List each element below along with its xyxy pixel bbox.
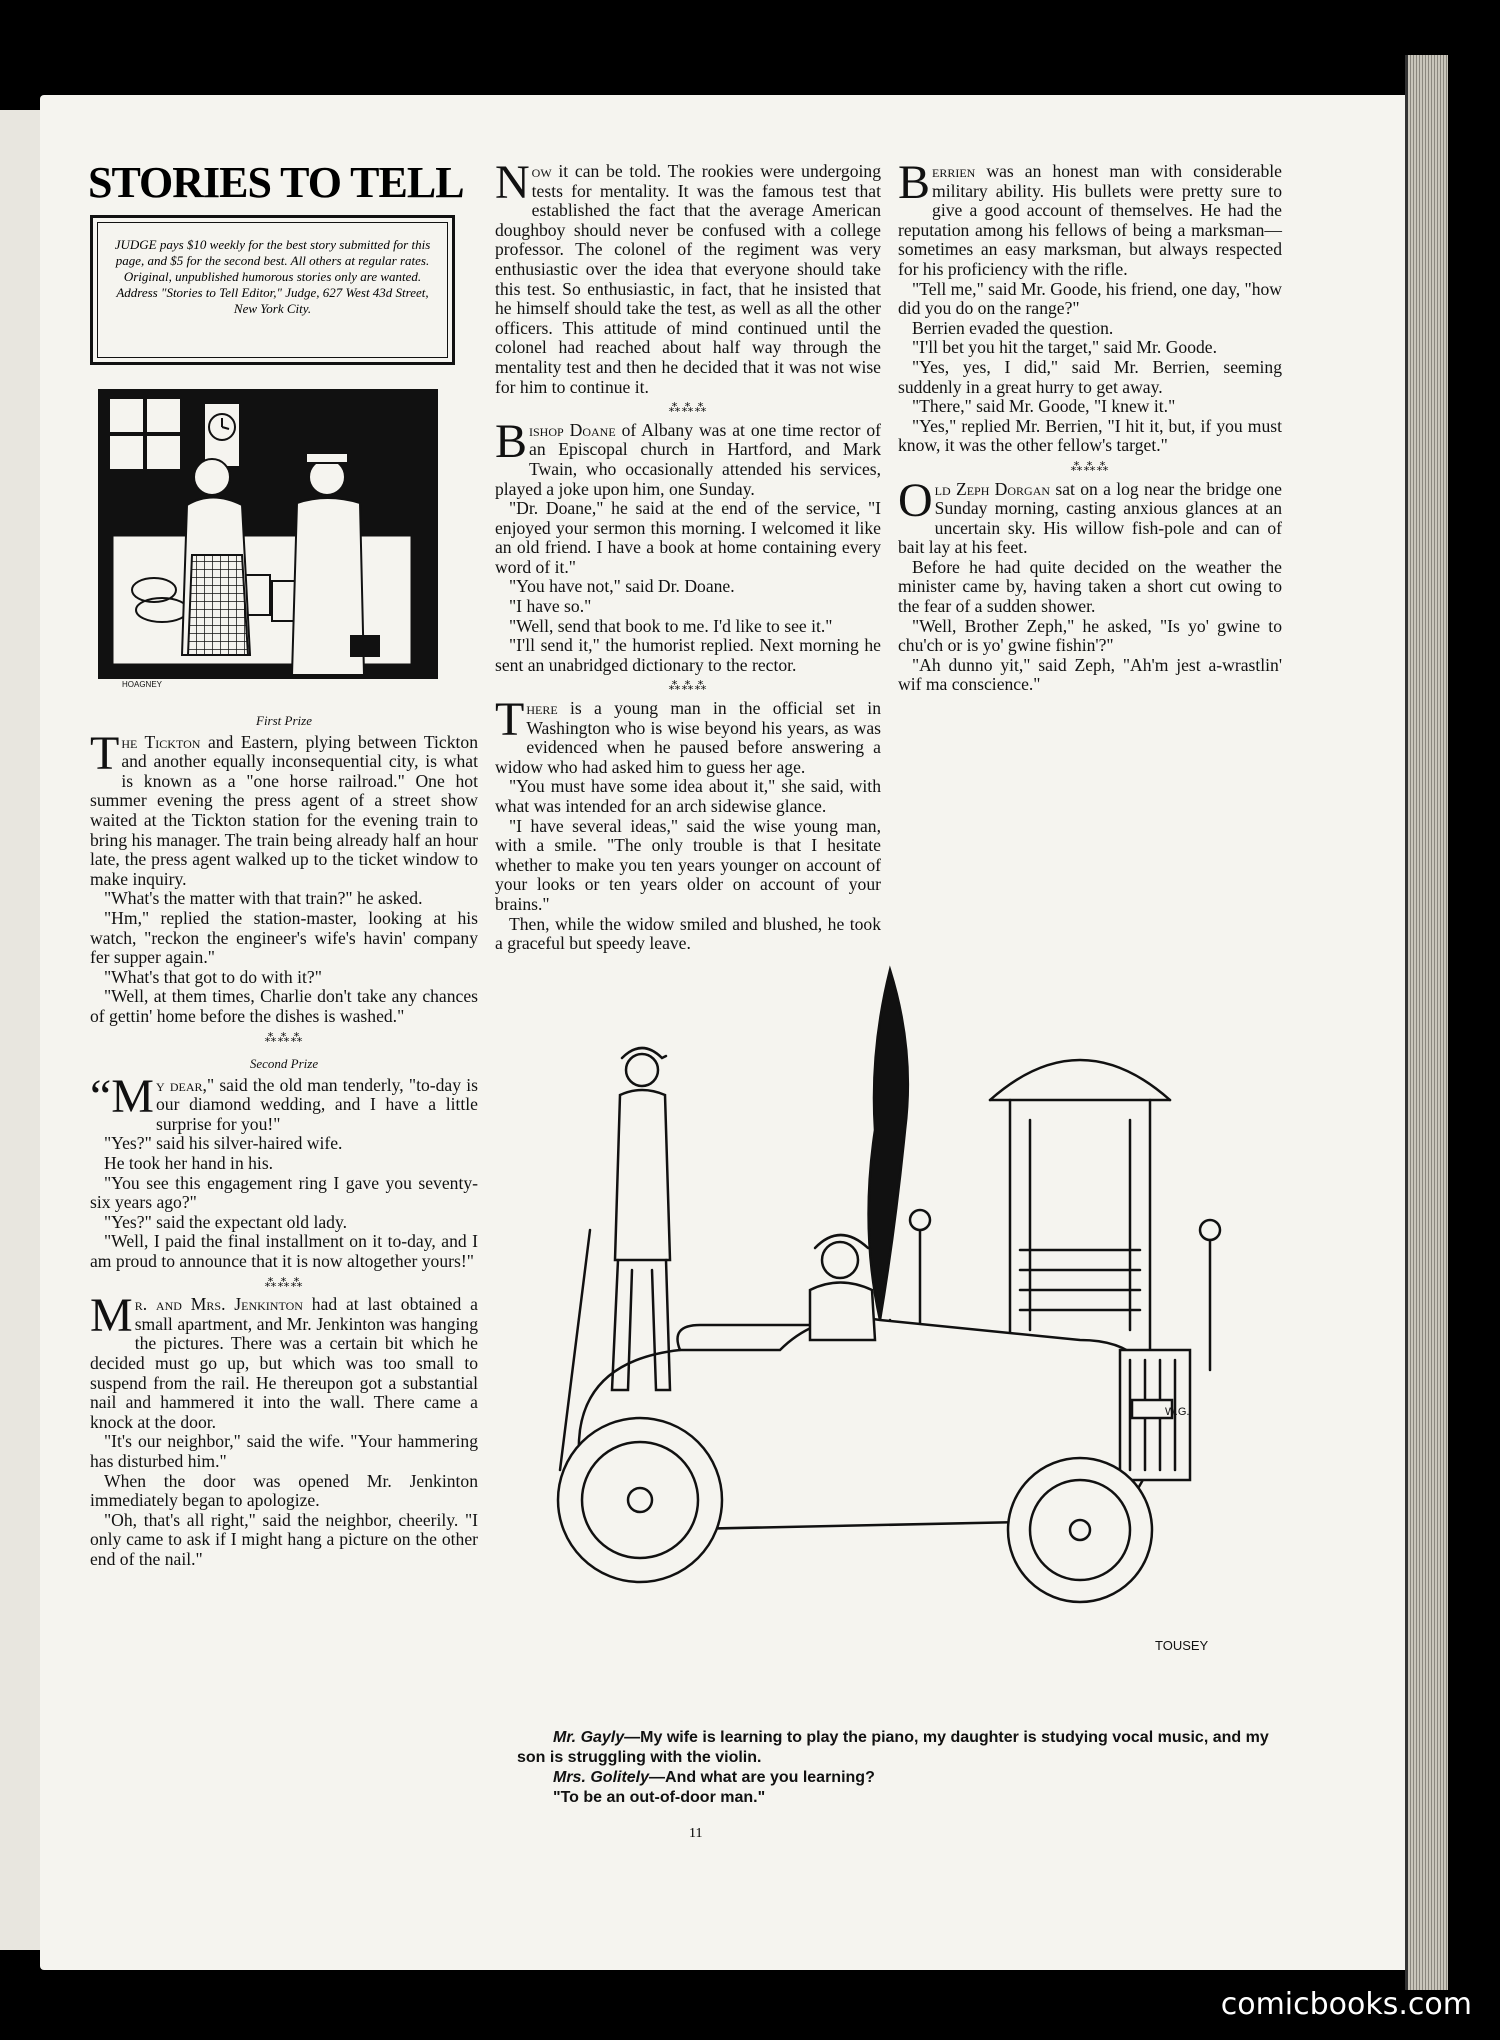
page-number: 11: [689, 1826, 703, 1841]
paragraph: "You have not," said Dr. Doane.: [509, 576, 735, 597]
paragraph: "Oh, that's all right," said the neighbor, cheerily. "I only came to ask if I might hang a picture on the other end of the nail.": [90, 1509, 478, 1569]
paragraph: When the door was opened Mr. Jenkinton immediately began to apologize.: [90, 1470, 478, 1511]
drop-cap: B: [898, 156, 931, 209]
story-diamond-wedding: “My dear," said the old man tenderly, "to-day is our diamond wedding, and I have a little surprise for you!" "Yes?" said his silver-haired wife. He took her hand in his. "You see this engagement ring I gave you seventy-six years ago?" "Yes?" said the expectant old lady. "Well, I paid the final installment on it to-day, and I am proud to announce that it is now altogether yours!": [90, 1069, 478, 1272]
second-prize-label: Second Prize: [249, 1056, 319, 1072]
story-bishop-doane: Bishop Doane of Albany was at one time rector of an Episcopal church in Hartford, and Mark Twain, who occasionally attended his services, played a joke upon him, one Sunday. "Dr. Doane," he said at the end of the service, "I enjoyed your sermon this morning. I welcomed it like an old friend. I have a book at home containing every word of it." "You have not," said Dr. Doane. "I have so." "Well, send that book to me. I'd like to see it." "I'll send it," the humorist replied. Next morning he sent an unabridged dictionary to the rector.: [495, 414, 882, 675]
separator-stars: ⁂⁂⁂: [668, 401, 708, 416]
separator-stars: ⁂⁂⁂: [264, 1275, 304, 1290]
caption-reply: "To be an out-of-door man.": [553, 1789, 766, 1806]
paragraph: "Tell me," said Mr. Goode, his friend, one day, "how did you do on the range?": [898, 278, 1283, 319]
paragraph: "There," said Mr. Goode, "I knew it.": [912, 396, 1176, 417]
paragraph: "Ah dunno yit," said Zeph, "Ah'm jest a-wrastlin' wif ma conscience.": [898, 654, 1282, 695]
drop-cap: “M: [90, 1069, 154, 1123]
column-3: [898, 156, 1283, 695]
story-mentality-test: Now it can be told. The rookies were undergoing tests for mentality. It was the famous test that established the fact that the average American doughboy should never be confused with a college professor. The colonel of the regiment was very enthusiastic over the idea that everyone should take this test. So enthusiastic, in fact, that he insisted that he himself should take the test, as well as all the other officers. This attitude of mind continued until the colonel had reached about half way through the mentality test and then he decided that it was not wise for him to continue it.: [495, 156, 881, 397]
paragraph: "Well, Brother Zeph," he asked, "Is yo' gwine to chu'ch or is yo' gwine fishin'?": [898, 615, 1282, 656]
paragraph: "Well, I paid the final installment on it to-day, and I am proud to announce that it is now altogether yours!": [90, 1231, 478, 1272]
submission-notice-text: JUDGE pays $10 weekly for the best story submitted for this page, and $5 for the second best. All others at regular rates. Original, unpublished humorous stories only are wanted. Address "Stories to Tell Editor," Judge, 627 West 43d Street, New York City.: [97, 222, 448, 358]
paragraph: "I'll send it," the humorist replied. Next morning he sent an unabridged dictionary to the rector.: [495, 635, 881, 675]
caption-speaker: Mr. Gayly: [553, 1729, 625, 1746]
car-signature: TOUSEY: [1155, 1638, 1209, 1653]
paragraph: "I have so.": [509, 596, 592, 617]
drop-cap: T: [90, 726, 120, 780]
paragraph: "Well, at them times, Charlie don't take any chances of gettin' home before the dishes is washed.": [90, 986, 478, 1026]
paragraph: "You must have some idea about it," she said, with what was intended for an arch sidewise glance.: [495, 776, 881, 816]
story-berrien: Berrien was an honest man with considerable military ability. His bullets were pretty sure to give a good account of themselves. He had the reputation among his fellows of being a marksman—sometimes an easy marksman, but always respected for his proficiency with the rifle. "Tell me," said Mr. Goode, his friend, one day, "how did you do on the range?" Berrien evaded the question. "I'll bet you hit the target," said Mr. Goode. "Yes, yes, I did," said Mr. Berrien, seeming suddenly in a great hurry to get away. "There," said Mr. Goode, "I knew it." "Yes," replied Mr. Berrien, "I hit it, but, if you must know, it was the other fellow's target.": [898, 156, 1283, 456]
paragraph: "Yes," replied Mr. Berrien, "I hit it, but, if you must know, it was the other fellow's target.": [898, 415, 1282, 456]
watermark: comicbooks.com: [1220, 1987, 1472, 2022]
story-washington-widow: There is a young man in the official set in Washington who is wise beyond his years, as was evidenced when he paused before answering a widow who had asked him to guess her age. "You must have some idea about it," she said, with what was intended for an arch sidewise glance. "I have several ideas," said the wise young man, with a smile. "The only trouble is that I hesitate whether to make you ten years younger on account of your looks or ten years older on account of your brains." Then, while the widow smiled and blushed, he took a graceful but speedy leave.: [495, 693, 881, 954]
story-jenkinton: Mr. and Mrs. Jenkinton had at last obtained a small apartment, and Mr. Jenkinton was hanging the pictures. There was a certain bit which he decided must go up, but which was too small to suspend from the rail. He thereupon got a substantial nail and hammered it into the wall. There came a knock at the door. "It's our neighbor," said the wife. "Your hammering has disturbed him." When the door was opened Mr. Jenkinton immediately began to apologize. "Oh, that's all right," said the neighbor, cheerily. "I only came to ask if I might hang a picture on the other end of the nail.": [90, 1289, 478, 1569]
drop-cap: O: [898, 473, 933, 527]
submission-notice-box: [90, 215, 455, 365]
first-prize-label: First Prize: [256, 713, 312, 728]
paragraph: "Yes?" said his silver-haired wife.: [104, 1133, 343, 1154]
drop-cap: T: [495, 693, 525, 747]
paragraph: "Well, send that book to me. I'd like to see it.": [509, 615, 833, 636]
paragraph: "Dr. Doane," he said at the end of the service, "I enjoyed your sermon this morning. I welcomed it like an old friend. I have a book at home containing every word of it.": [495, 498, 881, 577]
drop-cap: B: [495, 414, 528, 468]
license-plate: W.G.: [1165, 1406, 1190, 1418]
story-zeph-dorgan: Old Zeph Dorgan sat on a log near the bridge one Sunday morning, casting anxious glances at an uncertain sky. His willow fish-pole and can of bait lay at his feet. Before he had quite decided on the weather the minister came by, having taken a short cut owing to the fear of a sudden shower. "Well, Brother Zeph," he asked, "Is yo' gwine to chu'ch or is yo' gwine fishin'?" "Ah dunno yit," said Zeph, "Ah'm jest a-wrastlin' wif ma conscience.": [898, 473, 1282, 695]
paragraph: Berrien evaded the question.: [912, 317, 1114, 338]
paragraph: "You see this engagement ring I gave you seventy-six years ago?": [90, 1172, 478, 1213]
separator-stars: ⁂⁂⁂: [264, 1030, 304, 1045]
paragraph: "It's our neighbor," said the wife. "Your hammering has disturbed him.": [90, 1431, 478, 1471]
column-1: [90, 705, 478, 1570]
paragraph: He took her hand in his.: [104, 1153, 274, 1174]
separator-stars: ⁂⁂⁂: [668, 679, 708, 694]
paragraph: "Yes?" said the expectant old lady.: [104, 1211, 348, 1232]
paragraph: "I have several ideas," said the wise young man, with a smile. "The only trouble is that I hesitate whether to make you ten years younger on account of your looks or ten years older on account of your brains.": [495, 815, 881, 914]
car-illustration: [520, 930, 1260, 1690]
caption-speaker: Mrs. Golitely: [553, 1769, 650, 1786]
cartoon-caption: Mr. Gayly—My wife is learning to play the piano, my daughter is studying vocal music, and my son is struggling with the violin. Mrs. Golitely—And what are you learning? "To be an out-of-door man.": [517, 1728, 1293, 1808]
story-tickton: The Tickton and Eastern, plying between Tickton and another equally inconsequential city, is what is known as a "one horse railroad." One hot summer evening the press agent of a street show waited at the Tickton station for the evening train to bring his manager. The train being already half an hour late, the press agent walked up to the ticket window to make inquiry. "What's the matter with that train?" he asked. "Hm," replied the station-master, looking at his watch, "reckon the engineer's wife's havin' company fer supper again." "What's that got to do with it?" "Well, at them times, Charlie don't take any chances of gettin' home before the dishes is washed.": [90, 726, 478, 1026]
column-2: [495, 156, 882, 954]
drop-cap: N: [495, 156, 530, 209]
drop-cap: M: [90, 1289, 133, 1343]
paragraph: "I'll bet you hit the target," said Mr. Goode.: [912, 337, 1218, 358]
separator-stars: ⁂⁂⁂: [1070, 459, 1110, 474]
paragraph: Then, while the widow smiled and blushed, he took a graceful but speedy leave.: [495, 913, 881, 954]
page-title: STORIES TO TELL: [88, 158, 464, 207]
paragraph: "Hm," replied the station-master, looking at his watch, "reckon the engineer's wife's havin' company fer supper again.": [90, 907, 478, 968]
paragraph: "What's that got to do with it?": [104, 966, 322, 987]
paragraph: "What's the matter with that train?" he asked.: [104, 888, 423, 909]
kitchen-signature: HOAGNEY: [122, 680, 163, 689]
kitchen-illustration: [92, 385, 452, 695]
book-page-edges: [1405, 55, 1448, 1990]
paragraph: Before he had quite decided on the weather the minister came by, having taken a short cut owing to the fear of a sudden shower.: [898, 556, 1282, 617]
paragraph: "Yes, yes, I did," said Mr. Berrien, seeming suddenly in a great hurry to get away.: [898, 356, 1282, 397]
